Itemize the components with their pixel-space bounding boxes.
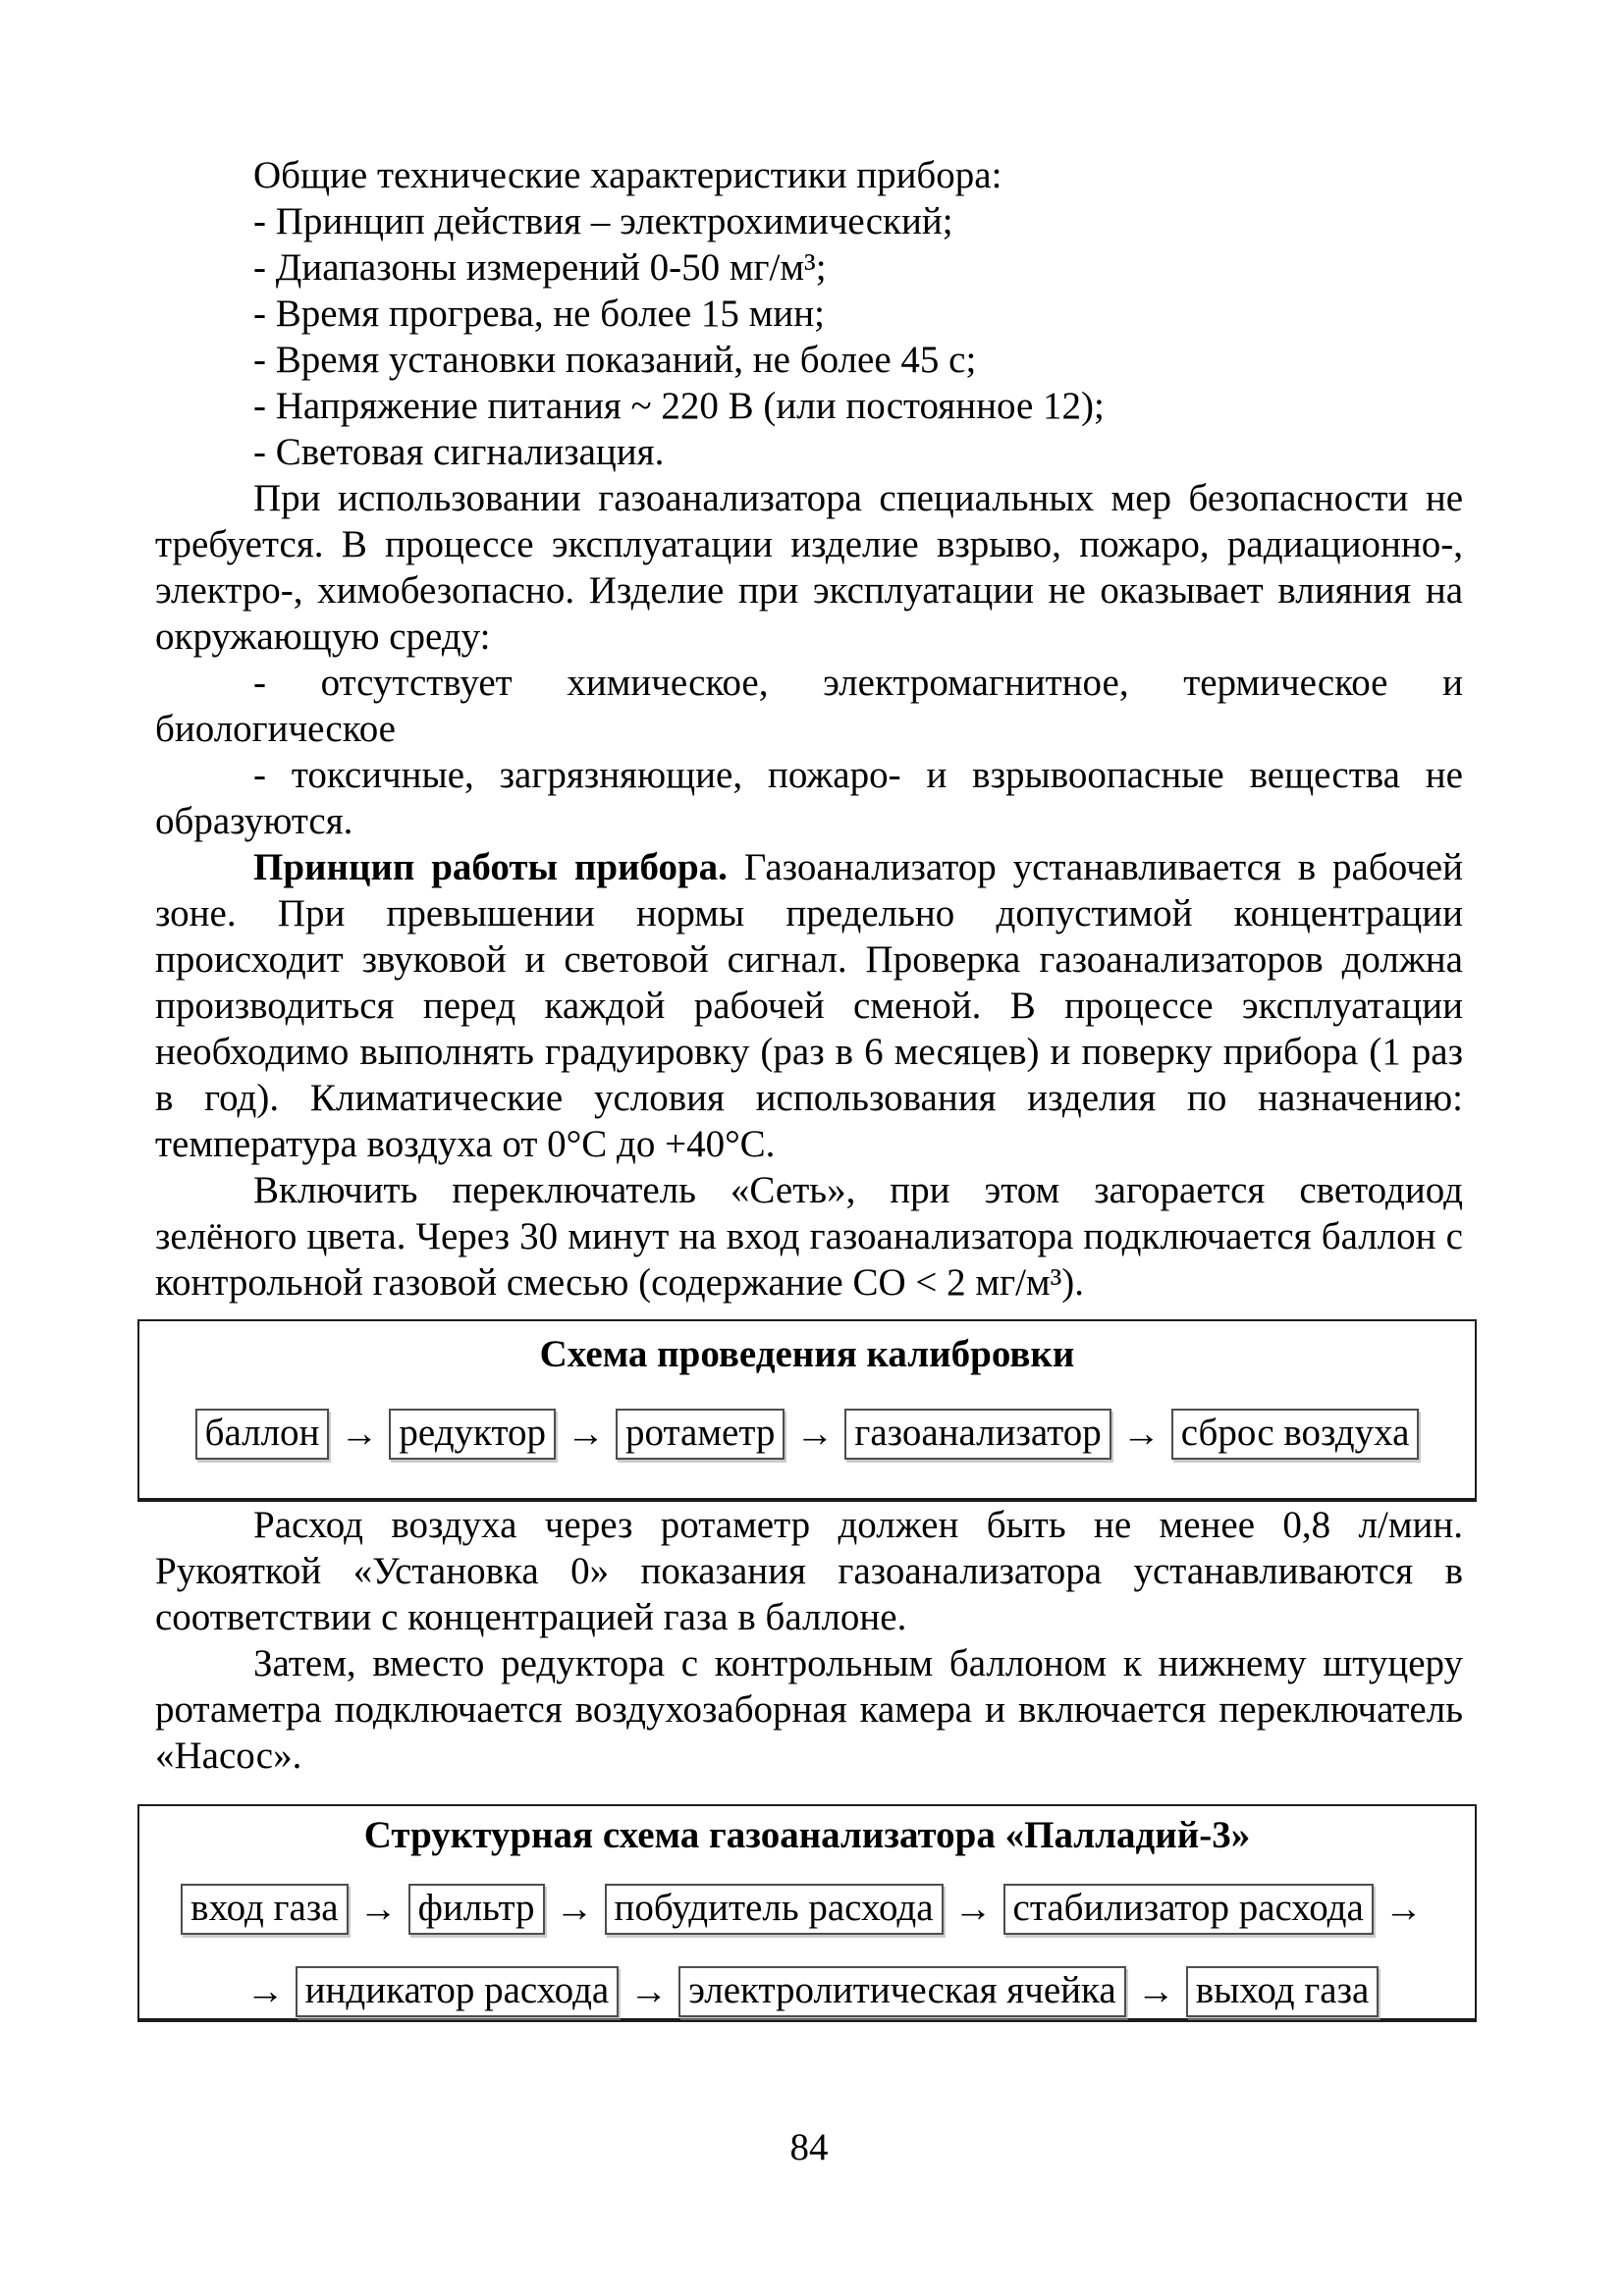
- spec-list-item: - Световая сигнализация.: [253, 431, 665, 473]
- flow-node: индикатор расхода: [296, 1966, 620, 2017]
- paragraph-principle-rest: Газоанализатор устанавливается в рабочей зоне. При превышении нормы предельно допустимой концентрации происходит звуковой и световой сигнал. Проверка газоанализаторов должна производиться перед каждой рабочей сменой. В процессе эксплуатации необходимо выполнять градуировку (раз в 6 месяцев) и поверку прибора (1 раз в год). Климатические условия использования изделия по назначению: температура воздуха от 0°С до +40°С.: [155, 846, 1463, 1165]
- flow-node: ротаметр: [616, 1409, 785, 1460]
- paragraph-safety: При использовании газоанализатора специальных мер безопасности не требуется. В процессе эксплуатации изделие взрыво, пожаро, радиационно-, электро-, химобезопасно. Изделие при эксплуатации не оказывает влияния на окружающую среду:: [155, 477, 1463, 658]
- arrow-right-icon: →: [795, 1413, 835, 1455]
- arrow-right-icon: →: [358, 1888, 398, 1930]
- calibration-flow-row: [139, 1409, 1475, 1460]
- structure-diagram-title: Структурная схема газоанализатора «Палладий-3»: [363, 1814, 1251, 1856]
- spec-list-item: - Время прогрева, не более 15 мин;: [253, 293, 825, 335]
- spec-list-item: - Напряжение питания ~ 220 В (или постоянное 12);: [253, 385, 1105, 427]
- flow-node: редуктор: [389, 1409, 556, 1460]
- paragraph-no-chemical: - отсутствует химическое, электромагнитное, термическое и биологическое: [155, 662, 1463, 750]
- page-number: 84: [789, 2126, 829, 2168]
- flow-node: фильтр: [408, 1884, 545, 1935]
- paragraph-flow-rate: Расход воздуха через ротаметр должен быть не менее 0,8 л/мин. Рукояткой «Установка 0» показания газоанализатора устанавливаются в соответствии с концентрацией газа в баллоне.: [155, 1504, 1463, 1638]
- flow-node: электролитическая ячейка: [678, 1966, 1125, 2017]
- flow-node: выход газа: [1186, 1966, 1380, 2017]
- spec-heading: Общие технические характеристики прибора:: [253, 154, 1002, 196]
- flow-node: вход газа: [181, 1884, 348, 1935]
- arrow-right-icon: →: [1383, 1888, 1423, 1930]
- arrow-right-icon: →: [555, 1888, 594, 1930]
- spec-block: [155, 152, 1463, 475]
- structure-flow-row-1: [139, 1884, 1475, 1935]
- arrow-right-icon: →: [340, 1413, 379, 1455]
- arrow-right-icon: →: [567, 1413, 606, 1455]
- paragraph-principle-lead: Принцип работы прибора.: [253, 846, 728, 888]
- paragraph-principle: [155, 844, 1463, 1167]
- flow-node: баллон: [195, 1409, 330, 1460]
- paragraph-power-on: Включить переключатель «Сеть», при этом загорается светодиод зелёного цвета. Через 30 минут на вход газоанализатора подключается баллон с контрольной газовой смесью (содержание СО < 2 мг/м³).: [155, 1169, 1463, 1304]
- flow-node: газоанализатор: [844, 1409, 1110, 1460]
- arrow-right-icon: →: [953, 1888, 993, 1930]
- paragraph-no-toxic: - токсичные, загрязняющие, пожаро- и взрывоопасные вещества не образуются.: [155, 754, 1463, 842]
- spec-list: [155, 198, 1463, 475]
- flow-node: сброс воздуха: [1171, 1409, 1420, 1460]
- calibration-diagram-title: Схема проведения калибровки: [539, 1333, 1075, 1375]
- flow-node: побудитель расхода: [605, 1884, 944, 1935]
- calibration-diagram: [137, 1319, 1477, 1502]
- paragraph-pump: Затем, вместо редуктора с контрольным баллоном к нижнему штуцеру ротаметра подключается воздухозаборная камера и включается переключатель «Насос».: [155, 1642, 1463, 1777]
- arrow-right-icon: →: [629, 1970, 669, 2012]
- structure-flow-row-2: [139, 1966, 1475, 2017]
- arrow-right-icon: →: [1136, 1970, 1175, 2012]
- arrow-right-icon: →: [1121, 1413, 1161, 1455]
- arrow-right-icon: →: [245, 1970, 285, 2012]
- flow-node: стабилизатор расхода: [1003, 1884, 1374, 1935]
- spec-list-item: - Принцип действия – электрохимический;: [253, 200, 953, 242]
- structure-diagram: [137, 1804, 1477, 2022]
- spec-list-item: - Диапазоны измерений 0-50 мг/м³;: [253, 246, 827, 289]
- spec-list-item: - Время установки показаний, не более 45 с;: [253, 339, 977, 381]
